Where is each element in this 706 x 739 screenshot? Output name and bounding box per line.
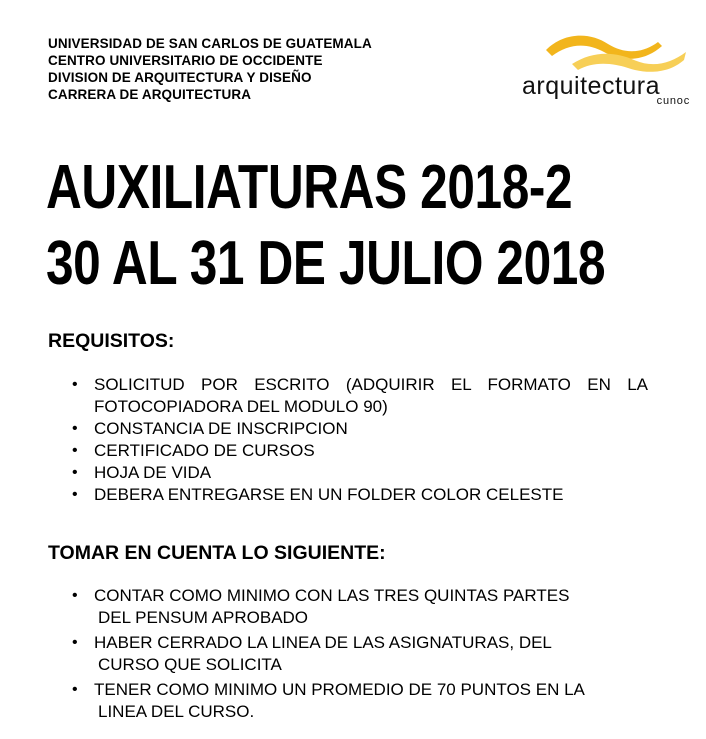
list-item-line: HABER CERRADO LA LINEA DE LAS ASIGNATURAS, DEL: [94, 633, 552, 652]
list-item: [72, 585, 648, 629]
header-line-career: CARRERA DE ARQUITECTURA: [48, 87, 252, 102]
list-item-line: DEL PENSUM APROBADO: [98, 608, 309, 627]
logo-word: arquitectura: [522, 72, 661, 100]
logo-subtitle: cunoc: [656, 95, 690, 107]
requisitos-heading: REQUISITOS:: [48, 330, 175, 352]
tomar-heading: TOMAR EN CUENTA LO SIGUIENTE:: [48, 542, 386, 564]
list-item: • SOLICITUD POR ESCRITO (ADQUIRIR EL FORMATO EN LA FOTOCOPIADORA DEL MODULO 90): [72, 374, 648, 418]
arquitectura-logo: [520, 28, 690, 108]
tomar-list: [72, 585, 648, 726]
main-title: AUXILIATURAS 2018-2: [46, 153, 573, 222]
institution-header: [48, 35, 372, 103]
requisitos-list: [72, 374, 648, 506]
list-item: [72, 679, 648, 723]
list-item: • HOJA DE VIDA: [72, 462, 648, 484]
list-item-line: LINEA DEL CURSO.: [98, 702, 255, 721]
list-item-line: TENER COMO MINIMO UN PROMEDIO DE 70 PUNTOS EN LA: [94, 680, 585, 699]
list-item: • CONSTANCIA DE INSCRIPCION: [72, 418, 648, 440]
date-title: 30 AL 31 DE JULIO 2018: [46, 229, 606, 298]
list-item: [72, 632, 648, 676]
header-line-division: DIVISION DE ARQUITECTURA Y DISEÑO: [48, 70, 312, 85]
list-item: • DEBERA ENTREGARSE EN UN FOLDER COLOR CELESTE: [72, 484, 648, 506]
list-item-line: CURSO QUE SOLICITA: [98, 655, 282, 674]
list-item-line: CONTAR COMO MINIMO CON LAS TRES QUINTAS PARTES: [94, 586, 570, 605]
header-line-university: UNIVERSIDAD DE SAN CARLOS DE GUATEMALA: [48, 36, 372, 51]
logo-wave-icon: [542, 28, 688, 74]
list-item: • CERTIFICADO DE CURSOS: [72, 440, 648, 462]
header-line-center: CENTRO UNIVERSITARIO DE OCCIDENTE: [48, 53, 323, 68]
